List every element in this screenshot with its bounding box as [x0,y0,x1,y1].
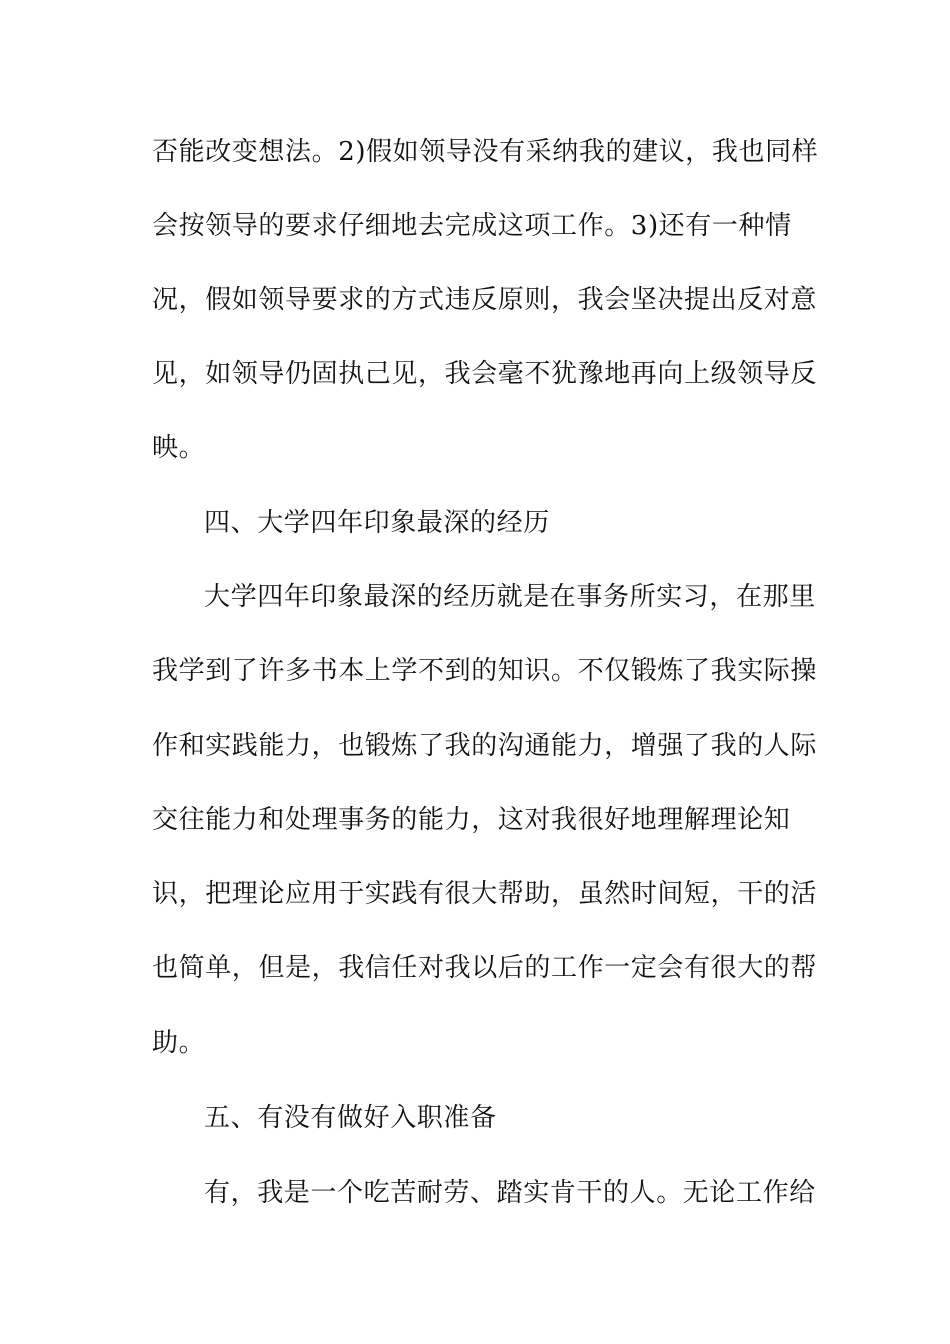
section-heading: 五、有没有做好入职准备 [204,1103,497,1133]
text-line: 会按领导的要求仔细地去完成这项工作。3)还有一种情 [152,211,792,241]
text-line: 识，把理论应用于实践有很大帮助，虽然时间短，干的活 [152,879,818,909]
text-line: 有，我是一个吃苦耐劳、踏实肯干的人。无论工作给 [204,1178,816,1208]
text-line: 我学到了许多书本上学不到的知识。不仅锻炼了我实际操 [152,656,818,686]
text-line: 映。 [152,433,206,463]
text-line: 见，如领导仍固执己见，我会毫不犹豫地再向上级领导反 [152,359,818,389]
text-line: 否能改变想法。2)假如领导没有采纳我的建议，我也同样 [152,137,819,167]
text-line: 作和实践能力，也锻炼了我的沟通能力，增强了我的人际 [152,731,818,761]
text-line: 况，假如领导要求的方式违反原则，我会坚决提出反对意 [152,285,818,315]
text-line: 助。 [152,1028,206,1058]
section-heading: 四、大学四年印象最深的经历 [204,508,550,538]
text-line: 也简单，但是，我信任对我以后的工作一定会有很大的帮 [152,953,818,983]
text-line: 大学四年印象最深的经历就是在事务所实习，在那里 [204,582,816,612]
text-line: 交往能力和处理事务的能力，这对我很好地理解理论知 [152,805,791,835]
